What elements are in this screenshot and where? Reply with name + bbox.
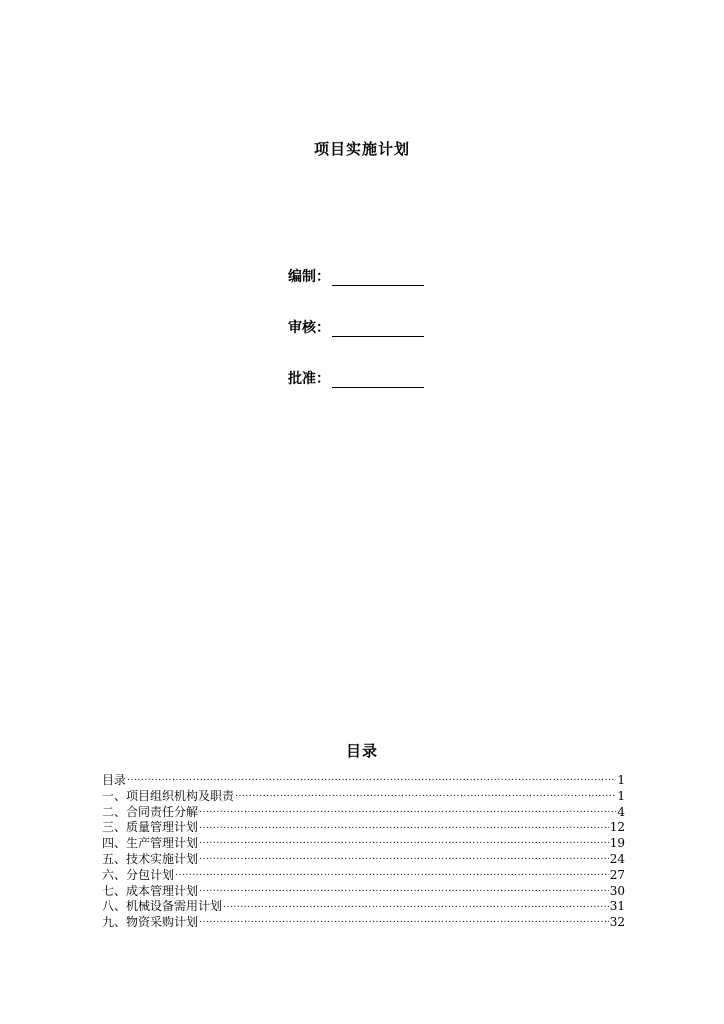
toc-entry-label: 三、质量管理计划 (102, 820, 199, 835)
signature-label: 批准： (288, 371, 330, 387)
toc-entry-label: 目录 (102, 773, 127, 787)
toc-entry-page: 19 (609, 836, 625, 851)
toc-entry[interactable] (102, 914, 625, 930)
toc-entry[interactable] (102, 804, 625, 820)
signature-approved-by (288, 368, 424, 388)
toc-leader-dots (175, 867, 609, 879)
toc-entry-page: 1 (617, 788, 625, 803)
toc-leader-dots (199, 835, 609, 847)
toc-leader-dots (199, 914, 609, 926)
table-of-contents (102, 772, 625, 930)
toc-entry[interactable] (102, 835, 625, 851)
toc-leader-dots (199, 819, 609, 831)
toc-entry[interactable] (102, 898, 625, 914)
toc-entry-page: 4 (617, 804, 625, 819)
toc-entry[interactable] (102, 788, 625, 804)
toc-entry[interactable] (102, 819, 625, 835)
toc-entry-label: 七、成本管理计划 (102, 883, 199, 898)
signature-line (332, 371, 424, 388)
signature-label: 审核： (288, 320, 330, 336)
toc-entry-label: 八、机械设备需用计划 (102, 899, 223, 914)
toc-leader-dots (199, 883, 609, 895)
toc-leader-dots (199, 804, 616, 816)
toc-entry-page: 31 (609, 899, 625, 914)
toc-entry-page: 30 (609, 883, 625, 898)
toc-entry-label: 九、物资采购计划 (102, 915, 199, 930)
toc-entry[interactable] (102, 851, 625, 867)
toc-entry-label: 二、合同责任分解 (102, 804, 199, 819)
toc-entry-label: 六、分包计划 (102, 867, 175, 882)
toc-heading: 目录 (345, 742, 378, 760)
toc-entry-page: 1 (617, 773, 625, 787)
toc-entry-page: 27 (609, 867, 625, 882)
toc-entry-label: 五、技术实施计划 (102, 851, 199, 866)
toc-entry[interactable] (102, 883, 625, 899)
toc-entry-page: 24 (609, 851, 625, 866)
signature-line (332, 320, 424, 337)
signature-compiled-by (288, 266, 424, 286)
toc-entry[interactable] (102, 772, 625, 788)
toc-leader-dots (223, 898, 609, 910)
toc-leader-dots (199, 851, 609, 863)
toc-leader-dots (127, 772, 616, 784)
toc-entry-label: 一、项目组织机构及职责 (102, 788, 235, 803)
toc-entry[interactable] (102, 867, 625, 883)
toc-leader-dots (235, 788, 616, 800)
document-title: 项目实施计划 (313, 140, 410, 158)
signature-label: 编制： (288, 269, 330, 285)
toc-entry-label: 四、生产管理计划 (102, 836, 199, 851)
signature-reviewed-by (288, 317, 424, 337)
signature-line (332, 269, 424, 286)
toc-entry-page: 12 (609, 820, 625, 835)
toc-entry-page: 32 (609, 915, 625, 930)
